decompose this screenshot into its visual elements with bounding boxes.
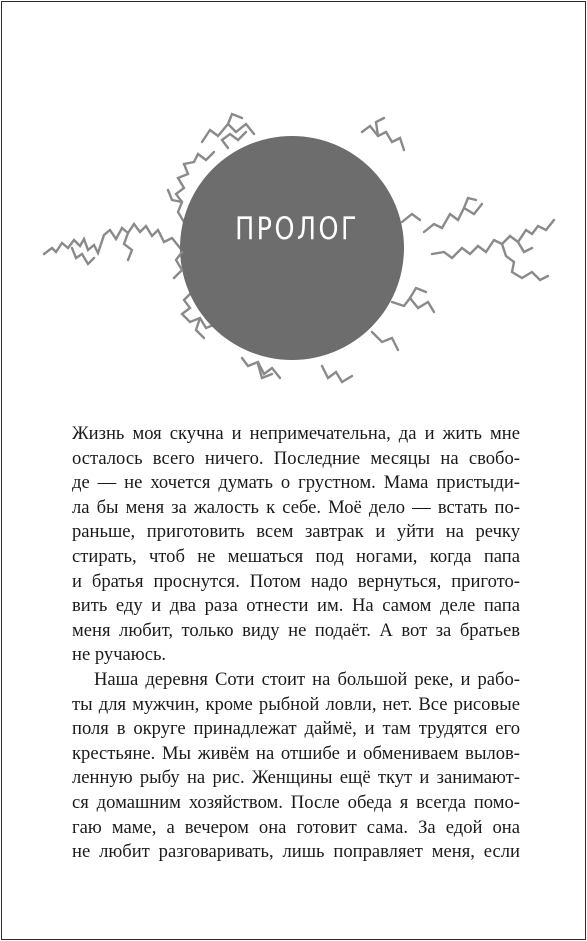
paragraph xyxy=(72,422,520,668)
text-line: крестьяне. Мы живём на отшибе и обмениваем вылов- xyxy=(72,742,520,764)
text-line: де — не хочется думать о грустном. Мама пристыди- xyxy=(72,472,520,494)
text-line: меня любит, только виду не подаёт. А вот за братьев xyxy=(72,619,520,641)
text-line: Жизнь моя скучна и непримечательна, да и жить мне xyxy=(72,423,520,444)
paragraph xyxy=(72,668,520,865)
chapter-circle xyxy=(180,136,404,360)
text-line: поля в округе принадлежат даймё, и там трудятся его xyxy=(72,718,520,740)
text-line: раньше, приготовить всем завтрак и уйти на речку xyxy=(72,521,520,543)
chapter-text xyxy=(72,422,520,865)
chapter-emblem xyxy=(32,102,572,402)
text-line: Наша деревня Соти стоит на большой реке, и рабо- xyxy=(94,668,520,690)
text-line: вить еду и два раза отнести им. На самом деле папа xyxy=(72,595,520,617)
text-line: ты для мужчин, кроме рыбной ловли, нет. Все рисовые xyxy=(72,693,520,715)
cracked-circle-illustration xyxy=(32,102,572,402)
text-line: и братья проснутся. Потом надо вернуться, пригото- xyxy=(72,570,520,592)
text-line: ленную рыбу на рис. Женщины ещё ткут и занимают- xyxy=(72,767,520,789)
text-line: стирать, чтоб не мешаться под ногами, когда папа xyxy=(72,545,520,567)
text-line: осталось всего ничего. Последние месяцы на свобо- xyxy=(72,447,520,469)
chapter-title: ПРОЛОГ xyxy=(235,211,359,247)
book-page xyxy=(1,1,586,940)
text-line: не любит разговаривать, лишь поправляет меня, если xyxy=(72,841,520,863)
text-line: ся домашним хозяйством. После обеда я всегда помо- xyxy=(72,791,520,813)
text-line: ла бы меня за жалость к себе. Моё дело — встать по- xyxy=(72,496,520,518)
text-line: не ручаюсь. xyxy=(72,644,167,666)
text-line: гаю маме, а вечером она готовит сама. За едой она xyxy=(72,816,520,838)
